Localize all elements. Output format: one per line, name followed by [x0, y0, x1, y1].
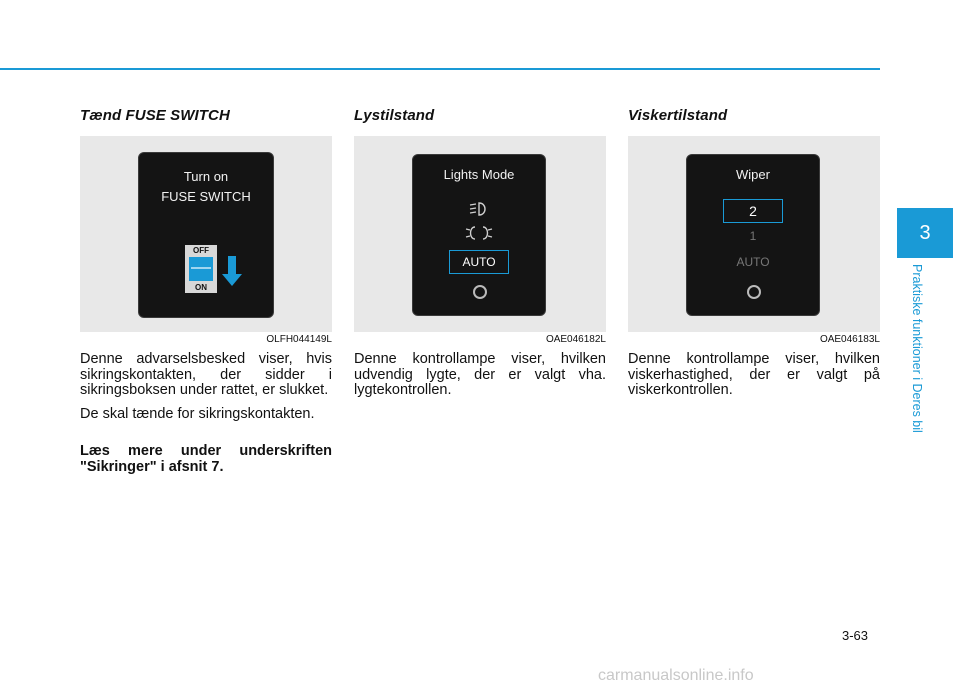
- figure-fuse-switch: [80, 136, 332, 332]
- page-number: 3-63: [842, 628, 869, 643]
- off-label: OFF: [193, 246, 209, 255]
- on-label: ON: [195, 283, 207, 292]
- figure-caption: OLFH044149L: [266, 334, 332, 345]
- fuse-switch-icon: [185, 245, 217, 293]
- display-title: Wiper: [736, 167, 770, 182]
- figure-wiper-mode: [628, 136, 880, 332]
- chapter-title: Praktiske funktioner i Deres bil: [910, 264, 924, 433]
- paragraph: Denne advarselsbesked viser, hvis sikringskontakten, der sidder i sikringsboksen under rattet, er slukket.: [80, 351, 332, 398]
- cluster-display: [412, 154, 546, 316]
- down-arrow-icon: [228, 256, 236, 276]
- section-lights-mode: [354, 107, 606, 399]
- figure-lights-mode: [354, 136, 606, 332]
- down-arrow-head-icon: [222, 274, 242, 286]
- top-rule: [0, 68, 880, 70]
- section-fuse-switch: [80, 107, 332, 475]
- section-wiper-mode: [628, 107, 880, 399]
- paragraph: Denne kontrollampe viser, hvilken viskerhastighed, der er valgt på viskerkontrollen.: [628, 351, 880, 398]
- chapter-tab: 3: [897, 208, 953, 258]
- watermark: carmanualsonline.info: [598, 667, 754, 684]
- cluster-display: [138, 152, 274, 318]
- selected-wiper-speed: 2: [723, 199, 783, 223]
- position-lamp-icon: [465, 225, 493, 241]
- figure-caption: OAE046183L: [819, 334, 880, 345]
- indicator-circle-icon: [473, 285, 487, 299]
- wiper-auto: AUTO: [736, 255, 770, 269]
- section-heading: Lystilstand: [354, 107, 435, 124]
- selected-mode: AUTO: [449, 250, 509, 274]
- headlamp-icon: [467, 201, 491, 217]
- paragraph: De skal tænde for sikringskontakten.: [80, 405, 315, 422]
- indicator-circle-icon: [747, 285, 761, 299]
- figure-caption: OAE046182L: [545, 334, 606, 345]
- section-heading: Viskertilstand: [628, 107, 728, 124]
- cluster-display: [686, 154, 820, 316]
- reference-note: Læs mere under underskriften "Sikringer" i afsnit 7.: [80, 443, 332, 475]
- display-title: Lights Mode: [443, 167, 515, 182]
- section-heading: Tænd FUSE SWITCH: [80, 107, 230, 124]
- display-line1: Turn on: [183, 169, 229, 184]
- paragraph: Denne kontrollampe viser, hvilken udvendig lygte, der er valgt vha. lygtekontrollen.: [354, 351, 606, 398]
- fuse-lever-icon: [189, 257, 213, 281]
- display-line2: FUSE SWITCH: [161, 189, 251, 204]
- wiper-level-1: 1: [749, 229, 757, 243]
